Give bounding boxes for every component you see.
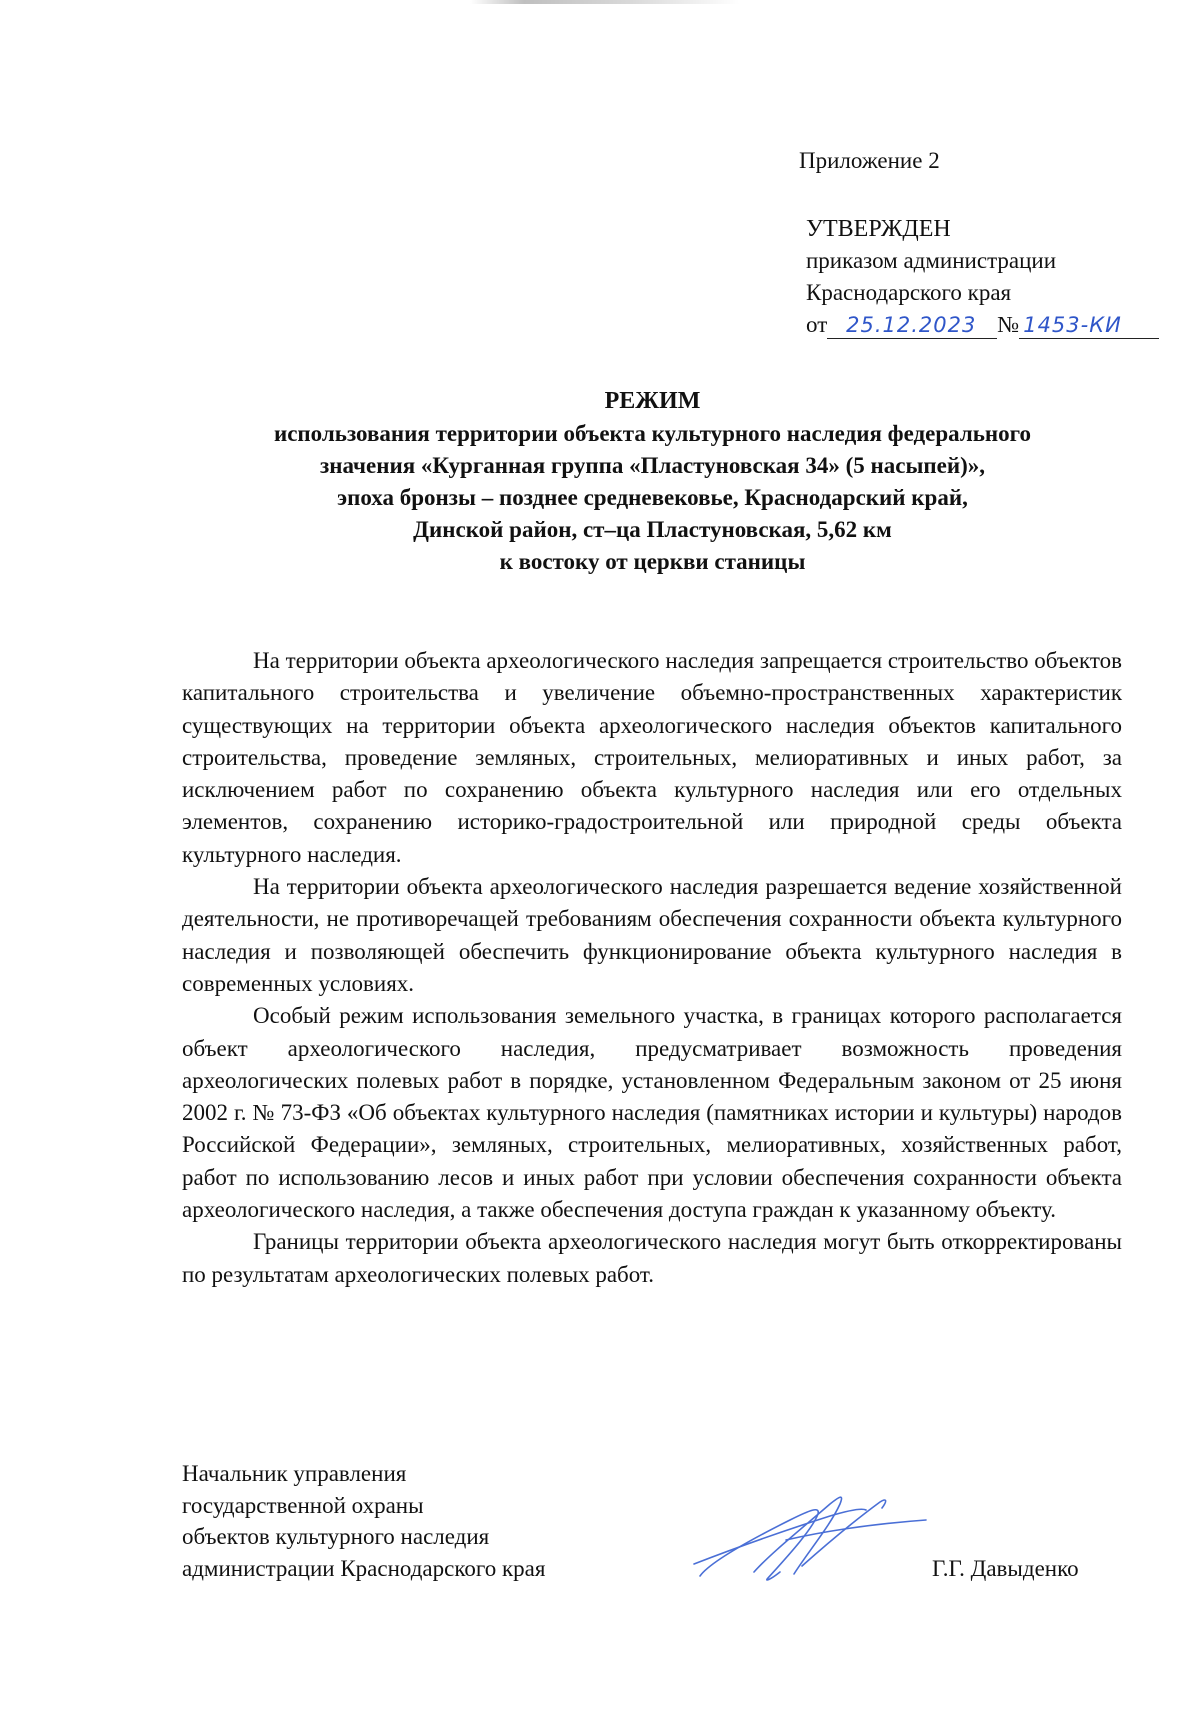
heading-line: значения «Курганная группа «Пластуновская 34» (5 насыпей)», [319,453,986,478]
handwritten-date: 25.12.2023 [827,312,997,339]
approval-line-1: приказом администрации [806,248,1057,273]
document-body [182,645,1122,1291]
position-line: администрации Краснодарского края [182,1555,546,1581]
heading-line: эпоха бронзы – позднее средневековье, Краснодарский край, [337,485,968,510]
heading-line: Динской район, ст–ца Пластуновская, 5,62 км [413,517,892,542]
scan-edge-mark [470,0,740,4]
heading-title: РЕЖИМ [604,388,701,414]
annex-label: Приложение 2 [799,148,940,173]
approval-line-2: Краснодарского края [806,280,1012,305]
position-line: государственной охраны [182,1492,424,1518]
position-line: объектов культурного наследия [182,1524,490,1549]
signer-name: Г.Г. Давыденко [932,1556,1079,1581]
heading-line: к востоку от церкви станицы [499,549,806,574]
paragraph-permitted-activity: На территории объекта археологического наследия разрешается ведение хозяйственной деятельности, не противоречащей требованиям обеспечения сохранности объекта культурного наследия и позволяющей обеспечить функционирование объекта культурного наследия в современных условиях. [182,874,1122,996]
paragraph-boundaries: Границы территории объекта археологического наследия могут быть откорректированы по результатам археологических полевых работ. [182,1229,1122,1287]
paragraph-prohibitions: На территории объекта археологического наследия запрещается строительство объектов капитального строительства и увеличение объемно-пространственных характеристик существующих на территории объекта археологического наследия объектов капитального строительства, проведение земляных, строительных, мелиоративных и иных работ, за исключением работ по сохранению объекта культурного наследия или его отдельных элементов, сохранению историко-градостроительной или природной среды объекта культурного наследия. [182,648,1122,867]
heading-line: использования территории объекта культурного наследия федерального [273,421,1032,446]
approval-date-line [806,309,1159,341]
position-line: Начальник управления [182,1461,407,1486]
signatory-position [182,1458,545,1584]
document-heading [160,385,1145,578]
number-sign: № [997,312,1020,337]
approval-status: УТВЕРЖДЕН [806,216,951,242]
paragraph-special-regime: Особый режим использования земельного участка, в границах которого располагается объект археологического наследия, предусматривает возможность проведения археологических полевых работ в порядке, установленном Федеральным законом от 25 июня 2002 г. № 73-ФЗ «Об объектах культурного наследия (памятниках истории и культуры) народов Российской Федерации», земляных, строительных, мелиоративных, хозяйственных работ, работ по использованию лесов и иных работ при условии обеспечения сохранности объекта археологического наследия, а также обеспечения доступа граждан к указанному объекту. [182,1003,1122,1223]
handwritten-number: 1453-КИ [1019,312,1159,339]
handwritten-signature [690,1480,930,1595]
signature-icon [690,1480,930,1590]
date-prefix: от [806,312,828,337]
approval-stamp-block [806,213,1159,341]
